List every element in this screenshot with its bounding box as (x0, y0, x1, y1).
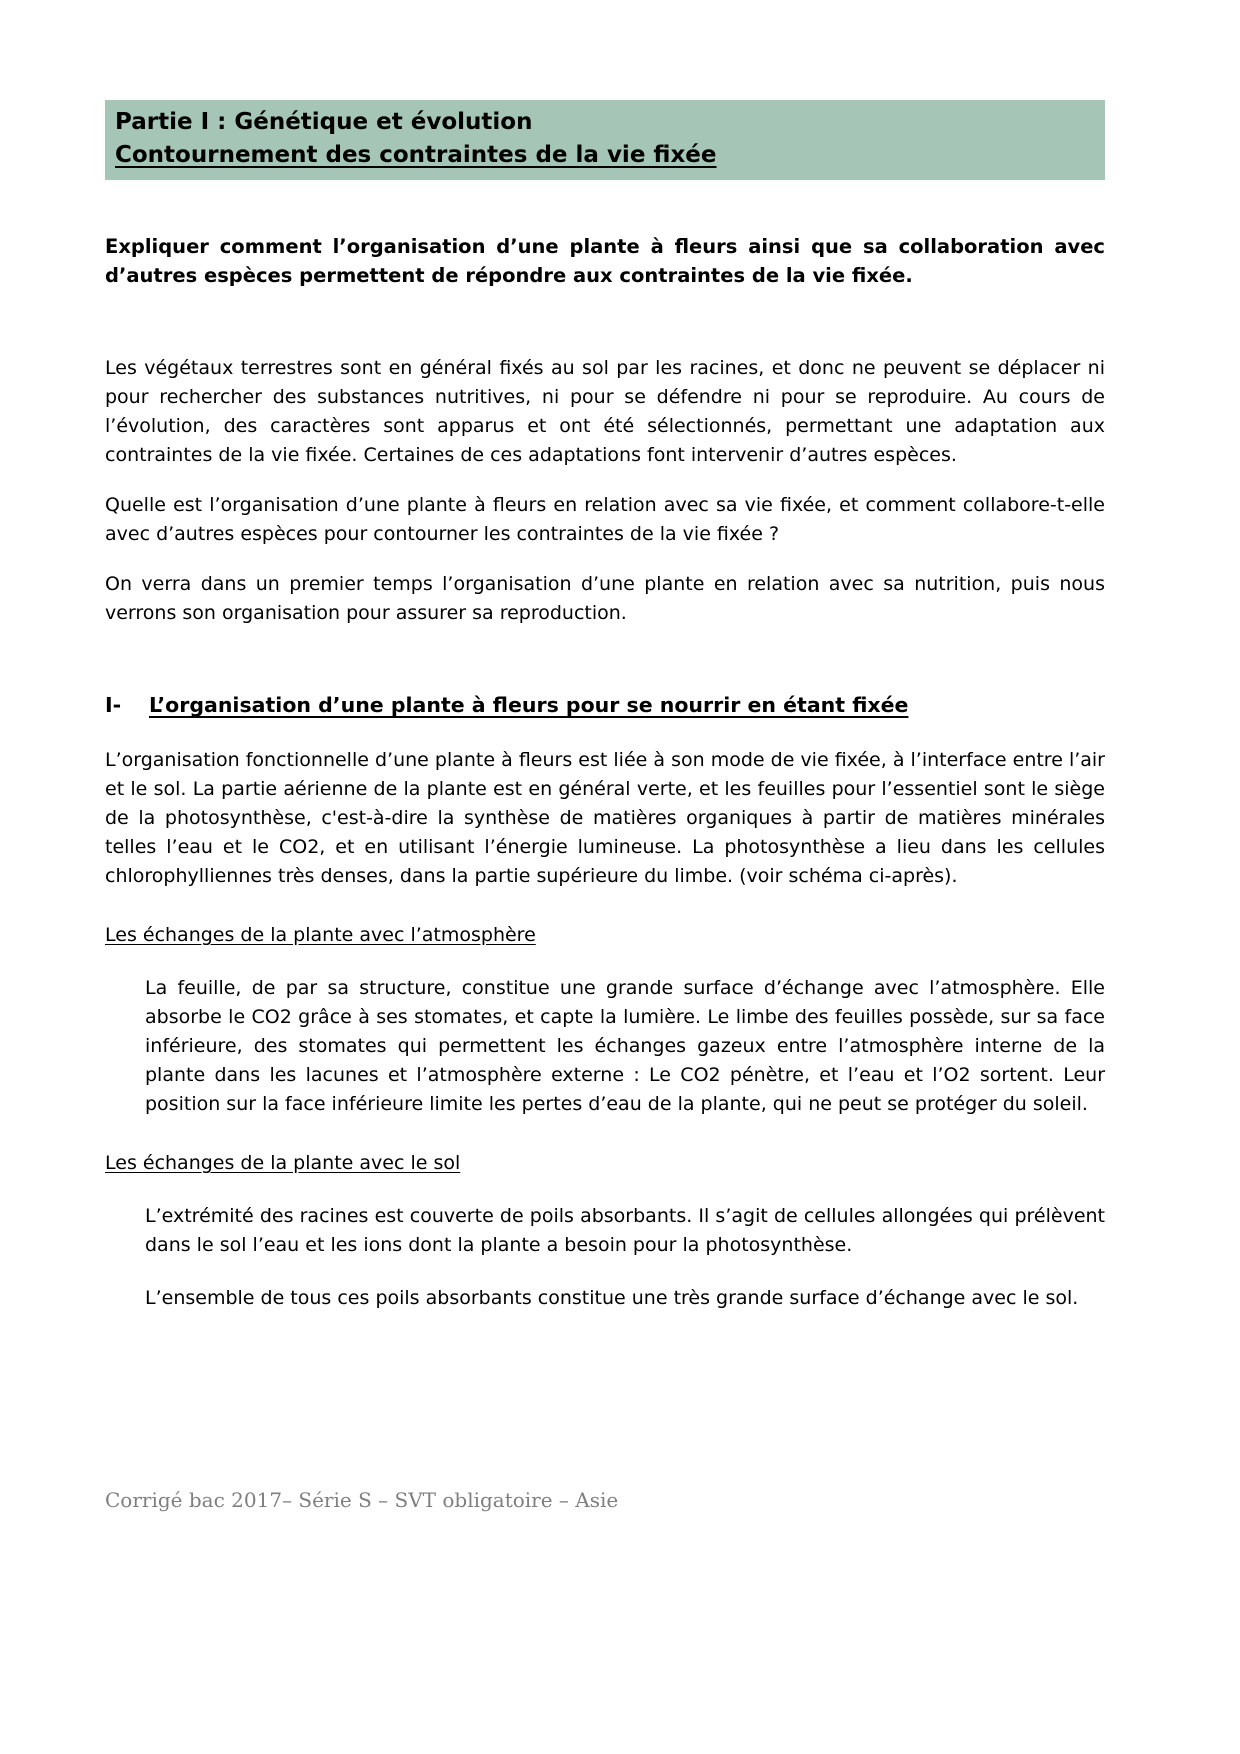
assignment-statement: Expliquer comment l’organisation d’une plante à fleurs ainsi que sa collaboration avec d’autres espèces permettent de répondre aux contraintes de la vie fixée. (105, 235, 1105, 287)
section-1-number: I- (105, 693, 122, 717)
intro-paragraph-3: On verra dans un premier temps l’organisation d’une plante en relation avec sa nutrition, puis nous verrons son organisation pour assurer sa reproduction. (105, 573, 1105, 624)
intro-paragraph-1: Les végétaux terrestres sont en général fixés au sol par les racines, et donc ne peuvent se déplacer ni pour rechercher des substances nutritives, ni pour se défendre ni pour se reproduire. Au cours de l’évolution, des caractères sont apparus et ont été sélectionnés, permettant une adaptation aux contraintes de la vie fixée. Certaines de ces adaptations font intervenir d’autres espèces. (105, 357, 1105, 466)
subsection-sol-paragraph-1: L’extrémité des racines est couverte de poils absorbants. Il s’agit de cellules allongées qui prélèvent dans le sol l’eau et les ions dont la plante a besoin pour la photosynthèse. (145, 1205, 1105, 1256)
subsection-heading-atmosphere: Les échanges de la plante avec l’atmosphère (105, 924, 536, 946)
section-1-heading (105, 690, 1105, 720)
page-footer: Corrigé bac 2017– Série S – SVT obligatoire – Asie (105, 1488, 619, 1512)
title-block (105, 100, 1105, 180)
subsection-heading-sol: Les échanges de la plante avec le sol (105, 1152, 461, 1174)
part-title: Partie I : Génétique et évolution (115, 109, 533, 135)
subsection-atmosphere-paragraph-1: La feuille, de par sa structure, constitue une grande surface d’échange avec l’atmosphère. Elle absorbe le CO2 grâce à ses stomates, et capte la lumière. Le limbe des feuilles possède, sur sa face inférieure, des stomates qui permettent les échanges gazeux entre l’atmosphère interne de la plante dans les lacunes et l’atmosphère externe : Le CO2 pénètre, et l’eau et l’O2 sortent. Leur position sur la face inférieure limite les pertes d’eau de la plante, qui ne peut se protéger du soleil. (145, 977, 1105, 1115)
intro-paragraph-2: Quelle est l’organisation d’une plante à fleurs en relation avec sa vie fixée, et comment collabore-t-elle avec d’autres espèces pour contourner les contraintes de la vie fixée ? (105, 494, 1105, 545)
section-1-title: L’organisation d’une plante à fleurs pour se nourrir en étant fixée (149, 693, 909, 717)
subsection-sol-paragraph-2: L’ensemble de tous ces poils absorbants constitue une très grande surface d’échange avec le sol. (145, 1287, 1079, 1309)
section-1-body-paragraph: L’organisation fonctionnelle d’une plante à fleurs est liée à son mode de vie fixée, à l’interface entre l’air et le sol. La partie aérienne de la plante est en général verte, et les feuilles pour l’essentiel sont le siège de la photosynthèse, c'est-à-dire la synthèse de matières organiques à partir de matières minérales telles l’eau et le CO2, et en utilisant l’énergie lumineuse. La photosynthèse a lieu dans les cellules chlorophylliennes très denses, dans la partie supérieure du limbe. (voir schéma ci-après). (105, 749, 1105, 887)
part-subtitle: Contournement des contraintes de la vie fixée (115, 142, 717, 168)
